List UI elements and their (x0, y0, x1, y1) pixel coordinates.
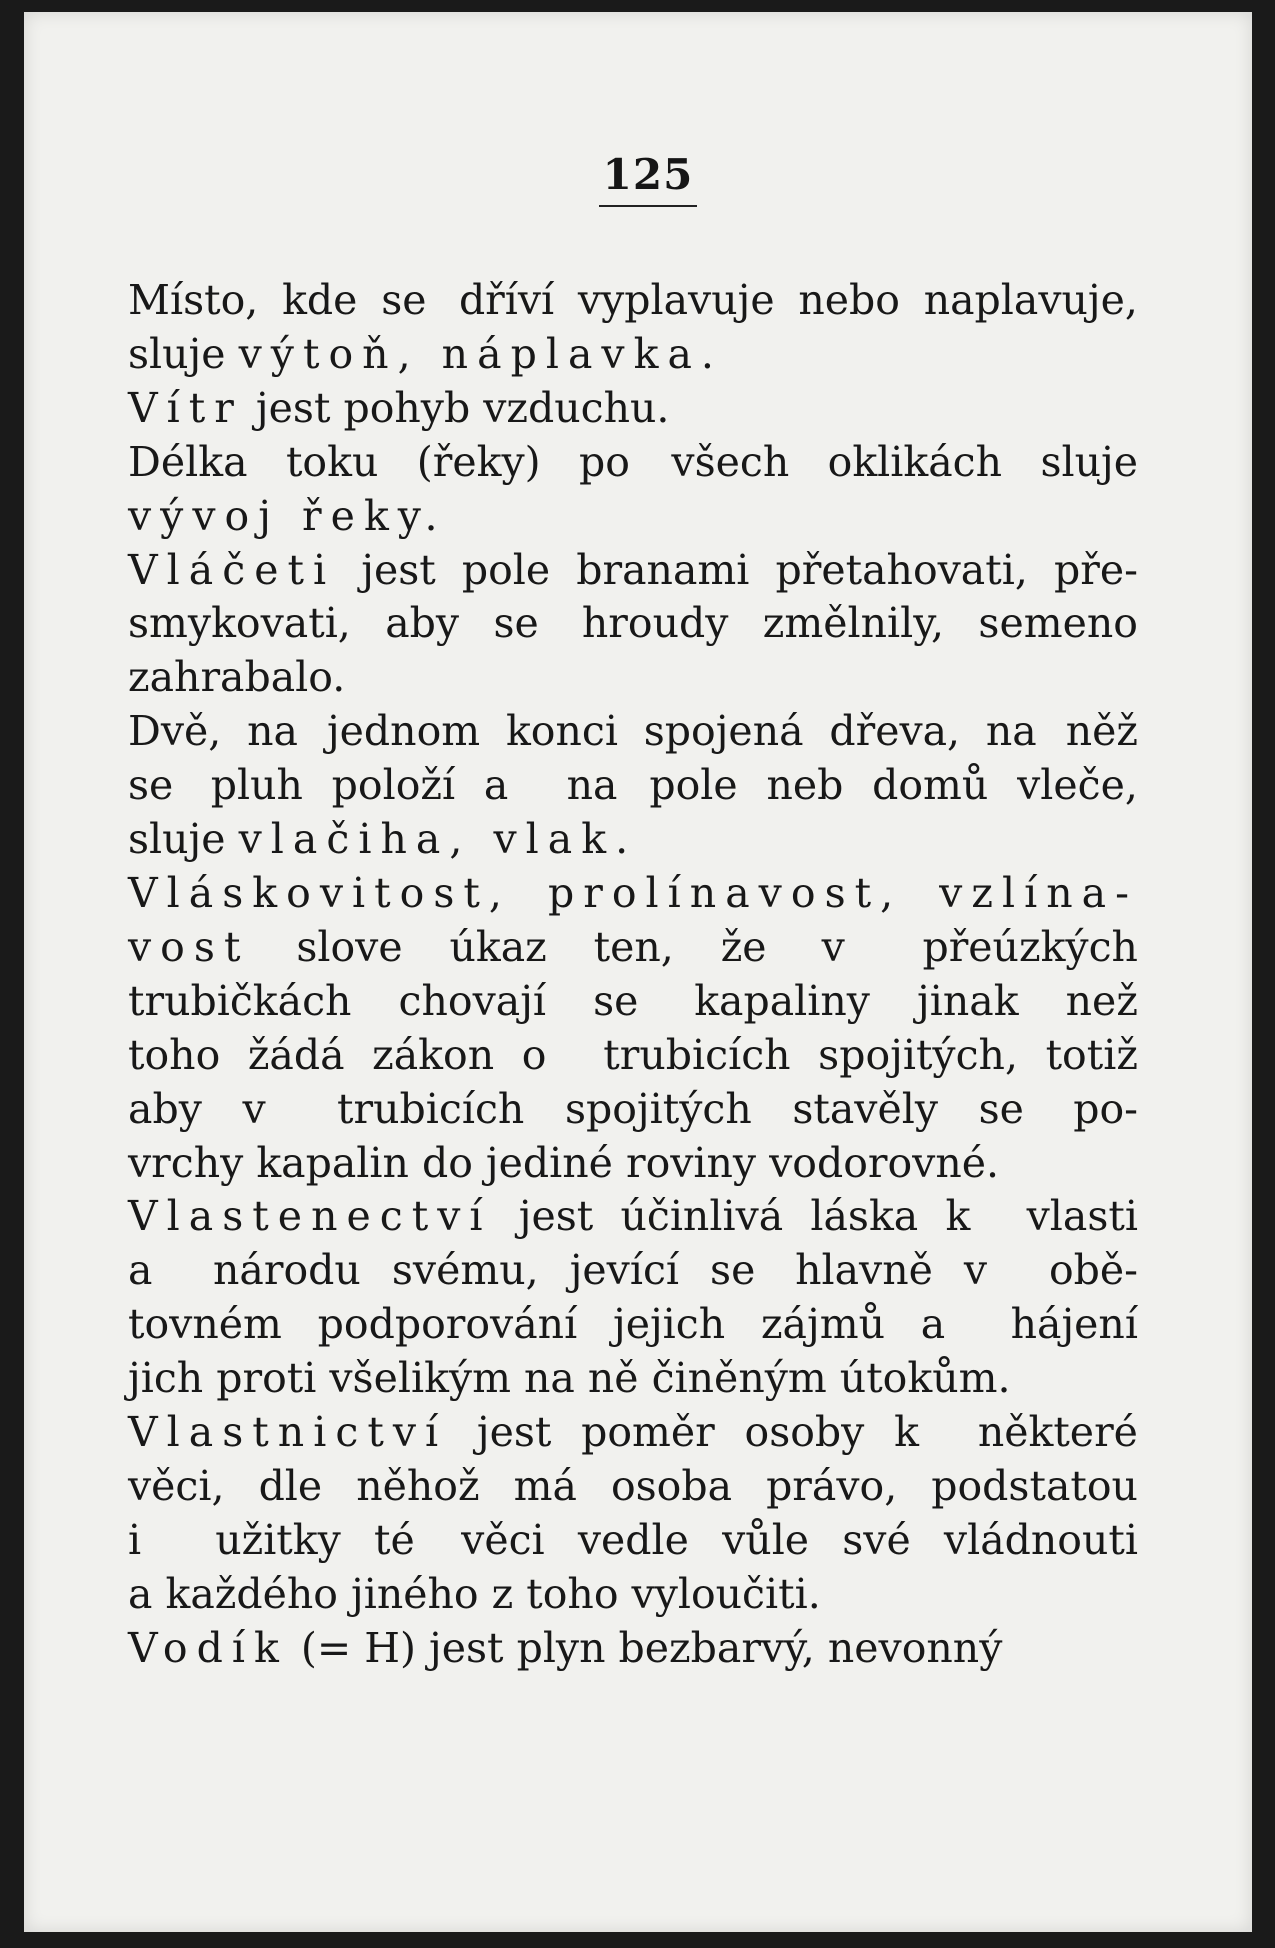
text-line: Místo, kde se dříví vyplavuje nebo naplavuje, (182, 274, 1138, 328)
text-line: i užitky té věci vedle vůle své vládnouti (182, 1514, 1138, 1568)
entry-word: úkaz (449, 922, 547, 971)
entry-word: ten, (593, 922, 674, 971)
entry-word: změlnily, (762, 599, 945, 648)
entry-word: osoba (610, 1461, 733, 1510)
entry-text: jich proti všelikým na ně činěným útokům. (128, 1354, 1011, 1403)
entry-word: tovném (128, 1300, 282, 1349)
entry-word: (řeky) (416, 437, 541, 486)
entry-text: sluje (128, 329, 239, 378)
entry-word: konci (505, 707, 618, 756)
entry-word: pře- (1053, 545, 1138, 594)
entry-word: jinak (917, 976, 1019, 1025)
entry-word: kde (282, 276, 358, 324)
entry-term: vlačiha, vlak. (238, 815, 638, 864)
entry-word: nebo (798, 276, 900, 324)
entry-word: aby (385, 599, 460, 648)
entry-word: Délka (128, 437, 248, 486)
entry-word: hlavně (795, 1246, 933, 1295)
text-line (128, 490, 1138, 544)
entry-term-word: prolínavost, (547, 868, 903, 917)
entry-term-word: Vlastenectví (128, 1192, 492, 1241)
entry-word: hájení (1010, 1300, 1138, 1349)
entry-word: jejich (612, 1300, 726, 1349)
entry-word: jest (476, 1408, 552, 1457)
entry-word: trubicích (603, 1030, 791, 1079)
entry-term-word: Vlastnictví (128, 1408, 448, 1457)
entry-word: dřeva, (829, 707, 961, 756)
entry-word: semeno (978, 599, 1138, 648)
dictionary-entry (128, 544, 1138, 706)
entry-word: něž (1065, 707, 1138, 756)
entry-text: (= H) jest plyn bezbarvý, nevonný (287, 1623, 1003, 1672)
entry-word: přeúzkých (922, 922, 1138, 971)
entry-word: účinlivá (620, 1192, 784, 1241)
entry-word: toho (128, 1030, 221, 1079)
page-header (24, 150, 1252, 207)
dictionary-entry (128, 705, 1138, 867)
entry-text: a každého jiného z toho vyloučiti. (128, 1569, 821, 1618)
entry-word: obě- (1048, 1246, 1138, 1295)
text-line (128, 382, 1138, 436)
text-line: Délka toku (řeky) po všech oklikách sluje (182, 436, 1138, 490)
entry-word: pole (461, 545, 551, 594)
entry-word: slove (296, 922, 403, 971)
entry-word: Místo, (128, 276, 259, 324)
entry-word: osoby (744, 1408, 865, 1457)
text-line (128, 1568, 1138, 1622)
text-line (128, 867, 1138, 921)
entry-word: národu (213, 1246, 361, 1295)
entry-term-word: vzlína- (939, 868, 1138, 917)
entry-word: spojená (643, 707, 804, 756)
entry-word: svému, (391, 1246, 539, 1295)
entry-word: trubičkách (128, 976, 352, 1025)
text-line: trubičkách chovají se kapaliny jinak než (182, 975, 1138, 1029)
entry-term: výtoň, náplavka. (238, 329, 723, 378)
entry-term: Vodík (128, 1623, 288, 1672)
text-line: tovném podporování jejich zájmů a hájení (182, 1298, 1138, 1352)
entry-word: hroudy (581, 599, 729, 648)
entry-word: naplavuje, (923, 276, 1138, 324)
entry-term: Vítr (128, 383, 243, 432)
entry-text: sluje (128, 815, 239, 864)
entry-word: zájmů (760, 1300, 885, 1349)
entry-word: všech (671, 437, 790, 486)
entry-word: vyplavuje (577, 276, 775, 324)
entry-word: dříví (458, 276, 555, 324)
entry-term-word: vost (128, 922, 250, 971)
entry-word: pluh (210, 761, 303, 810)
entry-word: aby (128, 1084, 202, 1133)
entry-word: vládnouti (943, 1515, 1138, 1564)
page-body (128, 274, 1138, 1676)
entry-word: něhož (356, 1461, 480, 1510)
entry-word: jednom (326, 707, 481, 756)
entry-word: vlasti (1026, 1192, 1138, 1241)
entry-word: poměr (581, 1408, 715, 1457)
text-line: Vlastenectví jest účinlivá láska k vlasti (182, 1190, 1138, 1244)
entry-word: pole (649, 761, 738, 810)
text-line (128, 1352, 1138, 1406)
dictionary-entry (128, 382, 1138, 436)
entry-word: domů (872, 761, 989, 810)
entry-text: zahrabalo. (128, 653, 346, 702)
text-line (128, 1137, 1138, 1191)
entry-word: užitky (215, 1515, 341, 1564)
text-line (128, 1460, 1138, 1514)
entry-word: některé (977, 1408, 1138, 1457)
dictionary-entry (128, 1622, 1138, 1676)
entry-word: přetahovati, (775, 545, 1028, 594)
entry-word: trubicích (337, 1084, 525, 1133)
entry-word: Dvě, (128, 707, 222, 756)
entry-word: podporování (317, 1300, 578, 1349)
entry-word: oklikách (827, 437, 1003, 486)
entry-text: vrchy kapalin do jediné roviny vodorovné. (128, 1138, 1000, 1187)
entry-word: má (513, 1461, 577, 1510)
entry-word: než (1065, 976, 1138, 1025)
text-line (128, 1622, 1138, 1676)
entry-word: sluje (1040, 437, 1138, 486)
entry-word: podstatou (931, 1461, 1138, 1510)
entry-word: smykovati, (128, 599, 351, 648)
text-line: vost slove úkaz ten, že v přeúzkých (182, 921, 1138, 975)
entry-word: zákon (372, 1030, 495, 1079)
text-line (128, 651, 1138, 705)
entry-word: jest (361, 545, 436, 594)
entry-word: dle (258, 1461, 323, 1510)
entry-word: vleče, (1017, 761, 1138, 810)
entry-word: láska (810, 1192, 919, 1241)
entry-word: věci (461, 1515, 545, 1564)
dictionary-entry (128, 274, 1138, 382)
dictionary-entry (128, 1406, 1138, 1622)
entry-word: chovají (398, 976, 547, 1025)
entry-text: jest pohyb vzduchu. (242, 383, 670, 432)
dictionary-entry (128, 867, 1138, 1190)
entry-word: kapaliny (694, 976, 870, 1025)
text-line (128, 544, 1138, 598)
entry-word: vůle (722, 1515, 810, 1564)
entry-word: právo, (766, 1461, 898, 1510)
entry-term-word: Vláčeti (128, 545, 336, 594)
text-line: Vlastnictví jest poměr osoby k některé (182, 1406, 1138, 1460)
book-page (24, 12, 1252, 1932)
entry-word: totiž (1045, 1030, 1138, 1079)
text-line: se pluh položí a na pole neb domů vleče, (182, 759, 1138, 813)
text-line: aby v trubicích spojitých stavěly se po- (182, 1083, 1138, 1137)
entry-word: toku (285, 437, 379, 486)
entry-word: spojitých, (818, 1030, 1018, 1079)
entry-term-word: Vláskovitost, (128, 868, 511, 917)
entry-word: jest (518, 1192, 594, 1241)
text-line: a národu svému, jevící se hlavně v obě- (182, 1244, 1138, 1298)
entry-word: spojitých (564, 1084, 752, 1133)
text-line: toho žádá zákon o trubicích spojitých, totiž (182, 1029, 1138, 1083)
entry-term: vývoj řeky. (128, 491, 447, 540)
entry-word: branami (576, 545, 750, 594)
entry-word: po- (1073, 1084, 1138, 1133)
entry-word: vedle (577, 1515, 689, 1564)
entry-word: jevící (569, 1246, 680, 1295)
page-number: 125 (599, 150, 698, 207)
text-line: smykovati, aby se hroudy změlnily, semeno (182, 597, 1138, 651)
entry-word: položí (331, 761, 456, 810)
text-line: Dvě, na jednom konci spojená dřeva, na něž (182, 705, 1138, 759)
dictionary-entry (128, 436, 1138, 544)
entry-word: věci, (128, 1461, 225, 1510)
dictionary-entry (128, 1190, 1138, 1406)
entry-word: stavěly (792, 1084, 939, 1133)
entry-word: své (842, 1515, 911, 1564)
entry-word: žádá (247, 1030, 345, 1079)
text-line (128, 813, 1138, 867)
text-line (128, 328, 1138, 382)
entry-word: neb (766, 761, 844, 810)
